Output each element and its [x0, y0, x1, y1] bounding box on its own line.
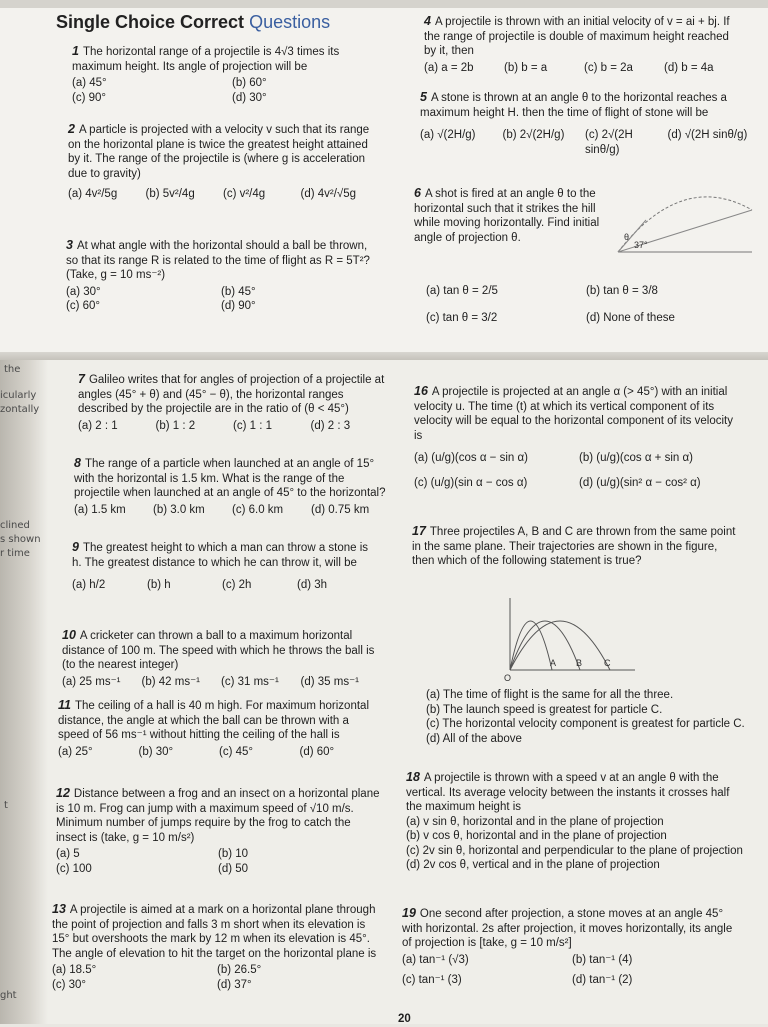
question-number: 11 — [58, 698, 71, 712]
option-d[interactable]: (d) 50 — [218, 862, 249, 875]
option-b[interactable]: (b) 26.5° — [217, 964, 262, 976]
question-text: Three projectiles A, B and C are thrown from the same point in the same plane. Their trajectories are shown in the figure, then which of the following statement is true? — [412, 526, 736, 567]
question-text: A projectile is thrown with an initial velocity of v = ai + bj. If the range of projectile is double of maximum height reached by it, then — [424, 16, 730, 57]
question-text: A particle is projected with a velocity v such that its range on the horizontal plane is twice the greatest height attained by it. The range of the projectile is (where g is acceleration due to gravity) — [68, 124, 370, 180]
question-text: A stone is thrown at an angle θ to the horizontal reaches a maximum height H. then the time of flight of stone will be — [420, 92, 727, 119]
option-a[interactable]: (a) tan θ = 2/5 — [426, 285, 498, 297]
options — [66, 285, 376, 314]
options — [52, 963, 382, 992]
option-d[interactable]: (d) 2 : 3 — [310, 419, 351, 432]
option-a[interactable]: (a) 25° — [58, 745, 93, 758]
options — [68, 187, 378, 202]
option-b[interactable]: (b) (u/g)(cos α + sin α) — [579, 452, 693, 464]
label-a: A — [550, 658, 557, 668]
option-c[interactable]: (c) 1 : 1 — [233, 419, 272, 432]
option-a[interactable]: (a) 4v²/5g — [68, 188, 118, 200]
option-c[interactable]: (c) tan θ = 3/2 — [426, 311, 498, 324]
question-19 — [402, 906, 742, 988]
question-text: A projectile is aimed at a mark on a horizontal plane through the point of projection and falls 3 m short when its elevation is 15° but overshoots the mark by 12 m when its elevation is 45°. The angle of elevation to hit the target on the horizontal plane is — [52, 904, 377, 960]
question-text: The ceiling of a hall is 40 m high. For maximum horizontal distance, the angle at which the ball can be thrown with a speed of 56 ms⁻¹ without hitting the ceiling of the hall is — [58, 700, 369, 741]
option-d[interactable]: (d) None of these — [586, 311, 675, 324]
option-b[interactable]: (b) b = a — [504, 61, 548, 74]
question-number: 8 — [74, 456, 81, 470]
spine-text: t — [4, 800, 8, 811]
option-a[interactable]: (a) 30° — [66, 285, 101, 298]
question-number: 12 — [56, 786, 70, 800]
option-c[interactable]: (c) 2√(2H sinθ/g) — [585, 129, 633, 156]
question-text: The range of a particle when launched at an angle of 15° with the horizontal is 1.5 km. What is the range of the projectile when launched at an angle of 45° to the horizontal? — [74, 458, 386, 499]
question-17-options — [426, 688, 746, 746]
option-a[interactable]: (a) v sin θ, horizontal and in the plane of projection — [406, 815, 664, 828]
option-c[interactable]: (c) 6.0 km — [232, 503, 284, 516]
option-d[interactable]: (d) b = 4a — [664, 61, 714, 74]
option-b[interactable]: (b) v cos θ, horizontal and in the plane of projection — [406, 830, 667, 842]
option-a[interactable]: (a) tan⁻¹ (√3) — [402, 953, 469, 966]
question-13 — [52, 902, 382, 992]
spine-text: icularly — [0, 390, 37, 401]
question-9 — [72, 540, 372, 593]
option-a[interactable]: (a) 5 — [56, 848, 80, 860]
option-d[interactable]: (d) (u/g)(sin² α − cos² α) — [579, 476, 701, 489]
option-d[interactable]: (d) 37° — [217, 978, 252, 991]
option-c[interactable]: (c) tan⁻¹ (3) — [402, 974, 462, 986]
question-text: At what angle with the horizontal should a ball be thrown, so that its range R is related to the time of flight as R = 5T²? (Take, g = 10 ms⁻²) — [66, 240, 370, 281]
option-d[interactable]: (d) 4v²/√5g — [300, 188, 357, 200]
option-d[interactable]: (d) 30° — [232, 91, 267, 104]
options — [426, 284, 746, 325]
book-spine — [0, 360, 48, 1024]
trajectory-b — [510, 621, 583, 670]
option-d[interactable]: (d) 35 ms⁻¹ — [300, 675, 359, 688]
spine-text: s shown — [0, 534, 41, 545]
option-a[interactable]: (a) 18.5° — [52, 964, 97, 976]
question-number: 5 — [420, 90, 427, 104]
spine-text: r time — [0, 548, 30, 559]
option-b[interactable]: (b) 2√(2H/g) — [502, 129, 565, 141]
theta-label: θ — [624, 232, 630, 242]
question-3 — [66, 238, 376, 314]
question-number: 6 — [414, 186, 421, 200]
option-a[interactable]: (a) 25 ms⁻¹ — [62, 675, 121, 688]
options — [72, 76, 392, 105]
option-b[interactable]: (b) 1 : 2 — [155, 419, 196, 432]
question-8 — [74, 456, 390, 517]
option-d[interactable]: (d) 60° — [299, 745, 335, 758]
question-18 — [406, 770, 746, 873]
question-6 — [414, 186, 610, 245]
question-number: 17 — [412, 524, 426, 538]
option-c[interactable]: (c) 90° — [72, 91, 106, 104]
option-c[interactable]: (c) 31 ms⁻¹ — [221, 675, 279, 688]
question-text: A cricketer can thrown a ball to a maximum horizontal distance of 100 m. The speed with which he throws the ball is (to the nearest integer) — [62, 630, 375, 671]
option-d[interactable]: (d) tan⁻¹ (2) — [572, 974, 633, 986]
option-c[interactable]: (c) 2v sin θ, horizontal and perpendicular to the plane of projection — [406, 844, 743, 857]
option-c[interactable]: (c) The horizontal velocity component is greatest for particle C. — [426, 718, 745, 730]
spine-text: zontally — [0, 404, 40, 415]
option-d[interactable]: (d) 90° — [221, 300, 256, 312]
option-c[interactable]: (c) v²/4g — [223, 188, 266, 200]
question-number: 16 — [414, 384, 428, 398]
question-number: 9 — [72, 540, 79, 554]
option-b[interactable]: (b) 30° — [138, 745, 174, 758]
question-number: 10 — [62, 628, 76, 642]
section-title-main: Single Choice Correct — [56, 12, 245, 32]
option-a[interactable]: (a) 1.5 km — [74, 503, 126, 516]
option-a[interactable]: (a) The time of flight is the same for all the three. — [426, 689, 674, 701]
question-text: A projectile is projected at an angle α (> 45°) with an initial velocity u. The time (t) at which its vertical component of its velocity will be equal to the horizontal component of its velocity is — [414, 386, 733, 442]
question-number: 4 — [424, 14, 431, 28]
option-c[interactable]: (c) 30° — [52, 978, 86, 991]
options — [74, 503, 390, 518]
option-d[interactable]: (d) √(2H sinθ/g) — [667, 129, 748, 141]
options — [420, 128, 750, 157]
option-c[interactable]: (c) 2h — [222, 579, 252, 591]
option-b[interactable]: (b) h — [147, 579, 171, 591]
spine-text: ght — [0, 990, 17, 1001]
question-text: A projectile is thrown with a speed v at an angle θ with the vertical. Its average velocity between the instants it crosses half the maximum height is — [406, 772, 730, 813]
option-b[interactable]: (b) The launch speed is greatest for particle C. — [426, 703, 663, 716]
label-c: C — [604, 658, 611, 668]
question-5 — [420, 90, 750, 157]
question-text: One second after projection, a stone moves at an angle 45° with horizontal. 2s after projection, it moves horizontally, its angle of projection is [take, g = 10 m/s²] — [402, 908, 733, 949]
section-title-accent: Questions — [249, 12, 331, 32]
question-text: The horizontal range of a projectile is 4√3 times its maximum height. Its angle of projection will be — [72, 46, 340, 73]
options — [424, 61, 744, 76]
option-c[interactable]: (c) 100 — [56, 862, 92, 875]
option-b[interactable]: (b) 3.0 km — [153, 503, 205, 516]
section-title — [56, 12, 330, 33]
spine-text: clined — [0, 520, 30, 531]
question-text: Distance between a frog and an insect on a horizontal plane is 10 m. Frog can jump with a maximum speed of √10 m/s. Minimum number of jumps require by the frog to catch the insect is (take, g = 10 m/s²) — [56, 788, 380, 844]
question-2 — [68, 122, 378, 202]
question-number: 2 — [68, 122, 75, 136]
question-text: The greatest height to which a man can throw a stone is h. The greatest distance to which he can throw it, will be — [72, 542, 369, 569]
options — [72, 578, 372, 593]
angle-label: 37° — [634, 240, 648, 250]
question-number: 3 — [66, 238, 73, 252]
option-c[interactable]: (c) 60° — [66, 300, 100, 312]
spine-text: the — [4, 364, 21, 375]
question-12 — [56, 786, 380, 876]
option-b[interactable]: (b) 60° — [232, 77, 267, 89]
next-question-number: 20 — [398, 1013, 411, 1025]
option-a[interactable]: (a) 45° — [72, 77, 107, 89]
option-a[interactable]: (a) (u/g)(cos α − sin α) — [414, 452, 528, 464]
question-10 — [62, 628, 380, 689]
option-b[interactable]: (b) 45° — [221, 285, 256, 298]
question-number: 1 — [72, 44, 79, 58]
option-c[interactable]: (c) 45° — [219, 745, 253, 758]
question-1 — [72, 44, 392, 105]
question-16 — [414, 384, 744, 490]
option-b[interactable]: (b) tan θ = 3/8 — [586, 285, 658, 297]
option-b[interactable]: (b) 10 — [218, 848, 249, 860]
option-b[interactable]: (b) 42 ms⁻¹ — [141, 675, 200, 688]
option-a[interactable]: (a) √(2H/g) — [420, 129, 476, 141]
top-edge — [0, 0, 768, 8]
question-text: Galileo writes that for angles of projection of a projectile at angles (45° + θ) and (45° − θ), the horizontal ranges described by the projectile are in the ratio of (θ < 45°) — [78, 374, 385, 415]
origin-label: O — [504, 673, 512, 682]
option-c[interactable]: (c) (u/g)(sin α − cos α) — [414, 476, 528, 489]
options — [402, 953, 742, 988]
option-b[interactable]: (b) 5v²/4g — [145, 188, 195, 200]
options — [62, 675, 380, 690]
options — [58, 745, 380, 760]
question-number: 13 — [52, 902, 66, 916]
option-d[interactable]: (d) All of the above — [426, 732, 522, 745]
question-11 — [58, 698, 380, 759]
question-6-options — [426, 282, 746, 325]
option-a[interactable]: (a) h/2 — [72, 579, 106, 591]
options — [414, 451, 744, 490]
trajectories-figure — [500, 592, 640, 682]
option-d[interactable]: (d) 2v cos θ, vertical and in the plane of projection — [406, 859, 660, 871]
option-a[interactable]: (a) 2 : 1 — [78, 419, 118, 432]
option-d[interactable]: (d) 3h — [297, 579, 328, 591]
question-4 — [424, 14, 744, 75]
page-separator — [0, 352, 768, 360]
option-c[interactable]: (c) b = 2a — [584, 61, 633, 74]
option-b[interactable]: (b) tan⁻¹ (4) — [572, 953, 633, 966]
question-text: A shot is fired at an angle θ to the horizontal such that it strikes the hill while moving horizontally. Find initial angle of projection θ. — [414, 188, 600, 244]
option-d[interactable]: (d) 0.75 km — [311, 503, 370, 516]
question-number: 18 — [406, 770, 420, 784]
trajectory-c — [510, 621, 610, 670]
hill-trajectory-figure — [612, 190, 762, 262]
options — [56, 847, 380, 876]
options — [78, 419, 388, 434]
label-b: B — [576, 658, 583, 668]
question-number: 7 — [78, 372, 85, 386]
question-17 — [412, 524, 742, 569]
question-number: 19 — [402, 906, 416, 920]
option-a[interactable]: (a) a = 2b — [424, 61, 474, 74]
question-7 — [78, 372, 388, 433]
